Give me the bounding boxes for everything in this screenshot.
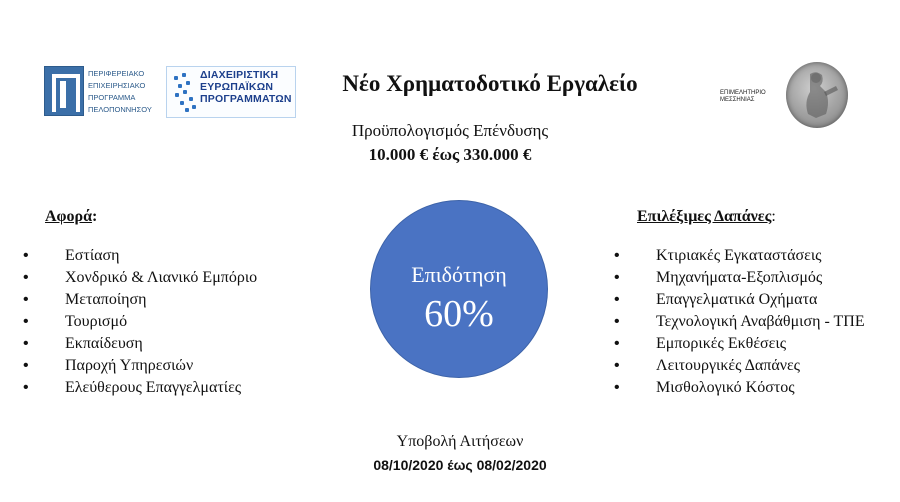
list-item: • Μεταποίηση bbox=[23, 289, 257, 311]
application-label: Υποβολή Αιτήσεων bbox=[396, 433, 524, 450]
chamber-logo bbox=[720, 62, 850, 132]
list-item: • Εμπορικές Εκθέσεις bbox=[614, 333, 865, 355]
list-item: • Λειτουργικές Δαπάνες bbox=[614, 355, 865, 377]
chamber-logo-text: ΕΠΙΜΕΛΗΤΗΡΙΟ ΜΕΣΣΗΝΙΑΣ bbox=[720, 90, 766, 103]
list-item: • Παροχή Υπηρεσιών bbox=[23, 355, 257, 377]
grant-label: Επιδότηση bbox=[411, 262, 507, 287]
region-logo bbox=[44, 66, 156, 118]
coin-icon bbox=[786, 62, 848, 128]
list-item: • Τεχνολογική Αναβάθμιση - ΤΠΕ bbox=[614, 311, 865, 333]
budget-range: 10.000 € έως 330.000 € bbox=[368, 145, 532, 164]
management-logo-text: ΔΙΑΧΕΙΡΙΣΤΙΚΗ ΕΥΡΩΠΑΪΚΩΝ ΠΡΟΓΡΑΜΜΑΤΩΝ bbox=[200, 69, 292, 105]
budget-label: Προϋπολογισμός Επένδυσης bbox=[351, 121, 549, 140]
list-item: • Κτιριακές Εγκαταστάσεις bbox=[614, 245, 865, 267]
list-item: • Χονδρικό & Λιανικό Εμπόριο bbox=[23, 267, 257, 289]
page-title: Νέο Χρηματοδοτικό Εργαλείο bbox=[342, 71, 638, 96]
list-item: • Επαγγελματικά Οχήματα bbox=[614, 289, 865, 311]
region-logo-text: ΠΕΡΙΦΕΡΕΙΑΚΟ ΕΠΙΧΕΙΡΗΣΙΑΚΟ ΠΡΟΓΡΑΜΜΑ ΠΕΛΟΠΟΝΝΗΣΟΥ bbox=[88, 69, 152, 114]
list-item: • Τουρισμό bbox=[23, 311, 257, 333]
list-item: • Εκπαίδευση bbox=[23, 333, 257, 355]
sectors-heading: Αφορά: bbox=[45, 208, 98, 225]
management-logo bbox=[166, 66, 296, 118]
grant-circle bbox=[370, 200, 548, 378]
list-item: • Ελεύθερους Επαγγελματίες bbox=[23, 377, 257, 399]
expenses-list bbox=[614, 245, 865, 399]
stars-icon bbox=[172, 72, 202, 112]
list-item: • Εστίαση bbox=[23, 245, 257, 267]
region-logo-mark bbox=[44, 66, 84, 116]
list-item: • Μηχανήματα-Εξοπλισμός bbox=[614, 267, 865, 289]
expenses-heading: Επιλέξιμες Δαπάνες: bbox=[637, 208, 776, 225]
list-item: • Μισθολογικό Κόστος bbox=[614, 377, 865, 399]
grant-value: 60% bbox=[424, 293, 494, 335]
sectors-list bbox=[23, 245, 257, 399]
application-dates: 08/10/2020 έως 08/02/2020 bbox=[373, 457, 547, 473]
